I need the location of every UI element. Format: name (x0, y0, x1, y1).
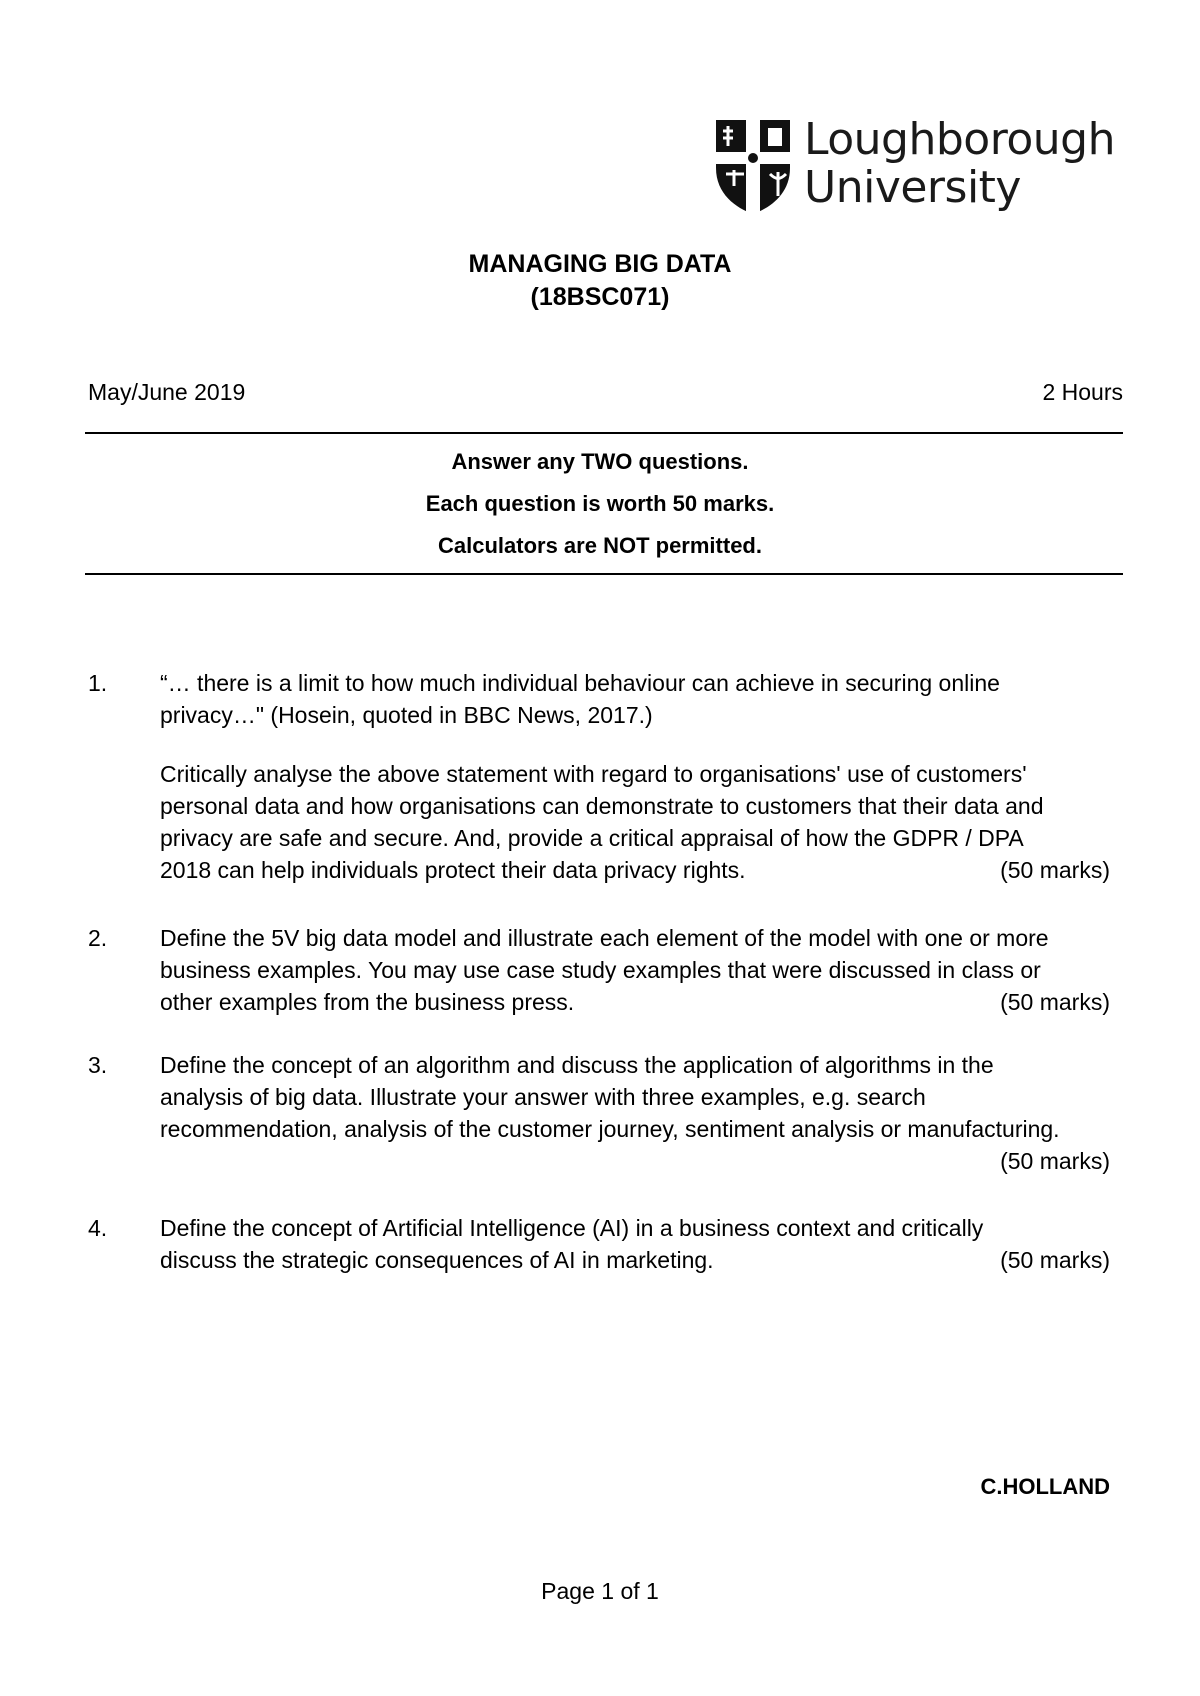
question-paragraph: Define the concept of an algorithm and discuss the application of algorithms in the analysis of big data. Illustrate your answer with three examples, e.g. search recommendation, analysis of the customer journey, sentiment analysis or manufacturing. (50 marks) (160, 1049, 1110, 1177)
question-2 (160, 922, 1110, 1018)
question-paragraph: Critically analyse the above statement with regard to organisations' use of customers' personal data and how organisations can demonstrate to customers that their data and privacy are safe and secure. And, provide a critical appraisal of how the GDPR / DPA 2018 can help individuals protect their data privacy rights. (50 marks) (160, 758, 1110, 886)
examiner-signature: C.HOLLAND (980, 1474, 1110, 1499)
question-1 (160, 667, 1110, 886)
question-paragraph: Define the concept of Artificial Intelligence (AI) in a business context and critically discuss the strategic consequences of AI in marketing. (50 marks) (160, 1212, 1110, 1276)
divider-top (85, 432, 1123, 434)
university-name: Loughborough University (804, 114, 1115, 213)
question-paragraph: “… there is a limit to how much individual behaviour can achieve in securing online privacy…" (Hosein, quoted in BBC News, 2017.) (160, 670, 1000, 728)
question-marks: (50 marks) (1000, 989, 1110, 1015)
question-number: 2. (88, 925, 108, 951)
question-number: 4. (88, 1215, 108, 1241)
question-paragraph: Define the 5V big data model and illustrate each element of the model with one or more business examples. You may use case study examples that were discussed in class or other examples from the business press. (50 marks) (160, 922, 1110, 1018)
university-logo (712, 114, 1115, 216)
instruction-line: Each question is worth 50 marks. (425, 491, 775, 516)
instruction-line: Answer any TWO questions. (451, 449, 749, 474)
instruction-line: Calculators are NOT permitted. (438, 533, 762, 558)
question-4 (160, 1212, 1110, 1276)
question-number: 1. (88, 670, 108, 696)
question-marks: (50 marks) (1000, 857, 1110, 883)
question-marks: (50 marks) (1000, 1247, 1110, 1273)
module-code: (18BSC071) (530, 283, 670, 311)
exam-duration: 2 Hours (1042, 379, 1123, 405)
divider-bottom (85, 573, 1123, 575)
exam-session: May/June 2019 (88, 379, 246, 405)
university-crest-icon (712, 116, 794, 216)
page-number: Page 1 of 1 (541, 1578, 659, 1604)
question-marks: (50 marks) (1000, 1148, 1110, 1174)
module-title: MANAGING BIG DATA (468, 250, 732, 278)
question-3 (160, 1049, 1110, 1177)
question-number: 3. (88, 1052, 108, 1078)
